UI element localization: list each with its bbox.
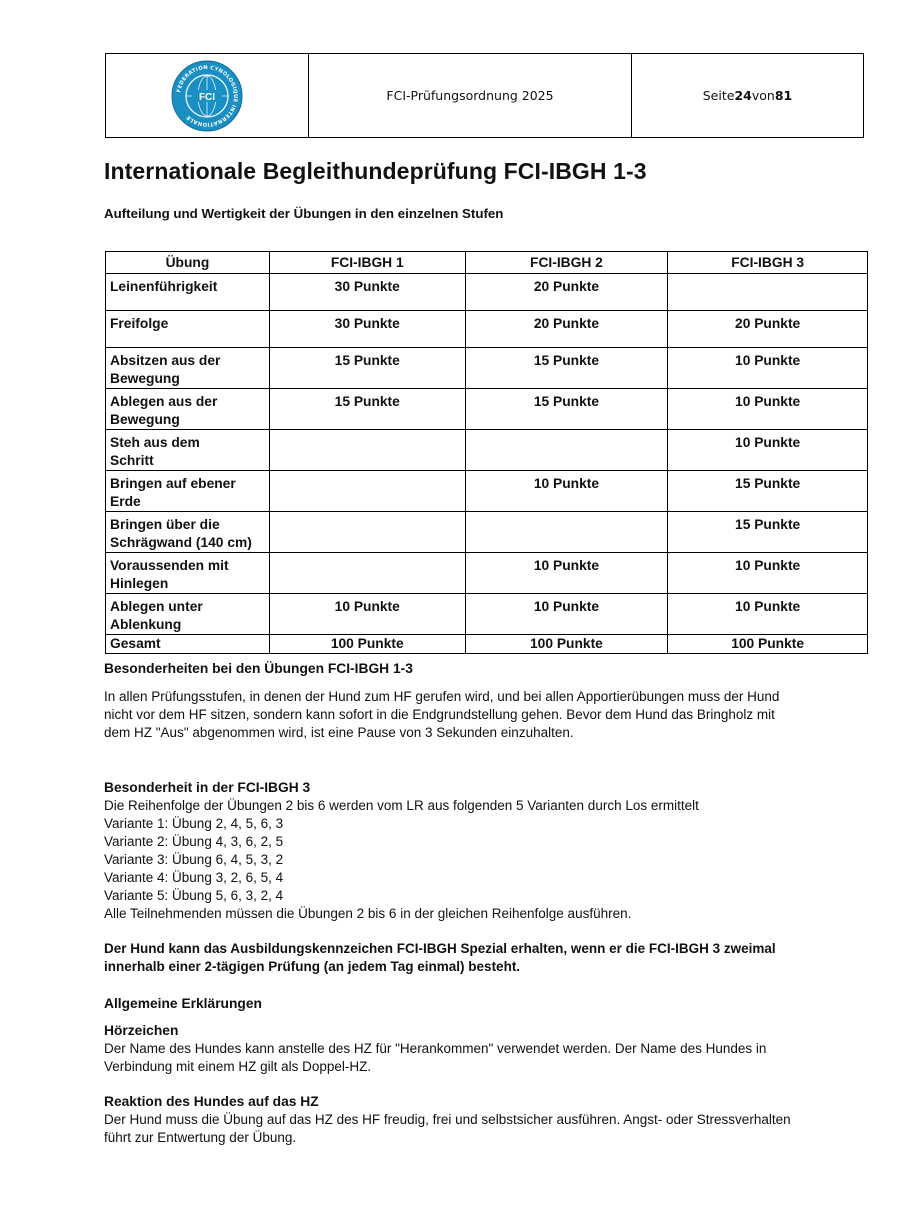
points-cell: 20 Punkte [465,311,668,348]
points-cell: 30 Punkte [269,274,465,311]
variant-item: Variante 4: Übung 3, 2, 6, 5, 4 [104,870,284,885]
points-cell: 100 Punkte [668,635,868,654]
ibgh3-section [104,779,824,923]
page-header [105,53,864,138]
points-cell: 10 Punkte [668,348,868,389]
points-cell: 100 Punkte [465,635,668,654]
points-cell [269,471,465,512]
general-heading: Allgemeine Erklärungen [104,996,262,1011]
points-cell: 10 Punkte [465,553,668,594]
table-total-row [106,635,868,654]
page-total: 81 [774,88,793,103]
points-cell [465,512,668,553]
points-cell [465,430,668,471]
page-title: Internationale Begleithundeprüfung FCI-IBGH 1-3 [104,158,647,184]
col-header-ibgh1: FCI-IBGH 1 [269,252,465,274]
special-badge-note: Der Hund kann das Ausbildungskennzeichen FCI-IBGH Spezial erhalten, wenn er die FCI-IBGH 3 zweimal innerhalb einer 2-tägigen Prüfung (an jedem Tag einmal) besteht. [104,941,776,974]
special-text: In allen Prüfungsstufen, in denen der Hund zum HF gerufen wird, und bei allen Apportierübungen muss der Hund nicht vor dem HF sitzen, sondern kann sofort in die Endgrundstellung gehen. Bevor dem Hund das Bringholz mit dem HZ "Aus" abgenommen wird, ist eine Pause von 3 Sekunden einzuhalten. [104,689,780,740]
table-header-row [106,252,868,274]
variant-item: Variante 3: Übung 6, 4, 5, 3, 2 [104,852,284,867]
points-cell [269,512,465,553]
exercise-cell: Bringen über die Schrägwand (140 cm) [106,512,270,553]
points-cell: 20 Punkte [465,274,668,311]
special-heading: Besonderheiten bei den Übungen FCI-IBGH 1-3 [104,661,413,676]
points-cell: 15 Punkte [269,348,465,389]
ibgh3-intro: Die Reihenfolge der Übungen 2 bis 6 werden vom LR aus folgenden 5 Varianten durch Los ermittelt [104,798,699,813]
col-header-exercise: Übung [106,252,270,274]
ibgh3-outro: Alle Teilnehmenden müssen die Übungen 2 bis 6 in der gleichen Reihenfolge ausführen. [104,906,632,921]
table-row [106,311,868,348]
ibgh3-heading: Besonderheit in der FCI-IBGH 3 [104,780,311,795]
exercise-cell: Ablegen unter Ablenkung [106,594,270,635]
points-cell: 30 Punkte [269,311,465,348]
hoerzeichen-heading: Hörzeichen [104,1023,179,1038]
table-row [106,512,868,553]
exercise-cell: Gesamt [106,635,270,654]
logo-text: FCI [198,91,216,103]
points-cell: 10 Punkte [465,471,668,512]
points-cell: 10 Punkte [269,594,465,635]
points-cell: 10 Punkte [668,430,868,471]
points-cell: 15 Punkte [465,389,668,430]
exercise-cell: Voraussenden mit Hinlegen [106,553,270,594]
page-prefix: Seite [702,88,735,103]
table-row [106,553,868,594]
exercise-cell: Absitzen aus der Bewegung [106,348,270,389]
points-cell: 15 Punkte [668,512,868,553]
general-section [104,995,814,1147]
logo-cell [106,54,309,137]
variant-item: Variante 1: Übung 2, 4, 5, 6, 3 [104,816,284,831]
table-row [106,389,868,430]
exercise-cell: Freifolge [106,311,270,348]
page-number [632,54,863,137]
exercise-cell: Steh aus dem Schritt [106,430,270,471]
points-cell: 15 Punkte [465,348,668,389]
special-section [104,660,794,742]
points-cell: 15 Punkte [668,471,868,512]
hoerzeichen-text: Der Name des Hundes kann anstelle des HZ für "Herankommen" verwendet werden. Der Name des Hundes in Verbindung mit einem HZ gilt als Doppel-HZ. [104,1041,767,1074]
points-cell: 15 Punkte [269,389,465,430]
col-header-ibgh3: FCI-IBGH 3 [668,252,868,274]
table-row [106,594,868,635]
logo-ring-text: FEDERATION CYNOLOGIQUE INTERNATIONALE [176,64,239,127]
points-cell [668,274,868,311]
points-cell: 10 Punkte [668,553,868,594]
fci-logo [170,59,244,133]
reaction-heading: Reaktion des Hundes auf das HZ [104,1094,319,1109]
page-current: 24 [734,88,752,103]
points-table [105,251,868,654]
exercise-cell: Ablegen aus der Bewegung [106,389,270,430]
points-cell [269,430,465,471]
table-row [106,471,868,512]
points-cell: 100 Punkte [269,635,465,654]
document-title: FCI-Prüfungsordnung 2025 [309,54,632,137]
points-cell: 10 Punkte [465,594,668,635]
table-row [106,274,868,311]
exercise-cell: Bringen auf ebener Erde [106,471,270,512]
points-cell: 10 Punkte [668,594,868,635]
page-subtitle: Aufteilung und Wertigkeit der Übungen in den einzelnen Stufen [104,206,504,221]
table-row [106,430,868,471]
points-cell [269,553,465,594]
col-header-ibgh2: FCI-IBGH 2 [465,252,668,274]
exercise-cell: Leinenführigkeit [106,274,270,311]
points-cell: 10 Punkte [668,389,868,430]
page-mid: von [751,88,775,103]
reaction-text: Der Hund muss die Übung auf das HZ des HF freudig, frei und selbstsicher ausführen. Angst- oder Stressverhalten führt zur Entwertung der Übung. [104,1112,791,1145]
table-row [106,348,868,389]
variant-item: Variante 5: Übung 5, 6, 3, 2, 4 [104,888,284,903]
variant-item: Variante 2: Übung 4, 3, 6, 2, 5 [104,834,284,849]
points-cell: 20 Punkte [668,311,868,348]
